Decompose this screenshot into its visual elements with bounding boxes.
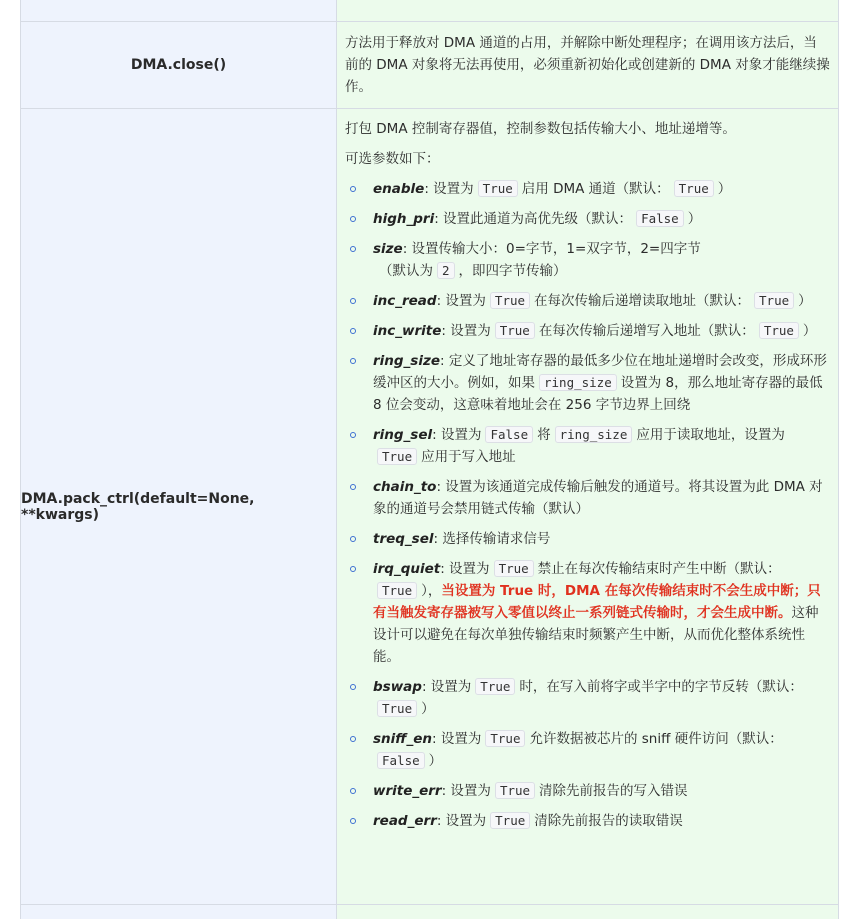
- list-item: [373, 780, 830, 802]
- list-item: [373, 208, 830, 230]
- warning-text: 当设置为 True 时，DMA 在每次传输结束时不会生成中断；只有当触发寄存器被写入零值以终止一系列链式传输时，才会生成中断。: [373, 583, 821, 621]
- inline-code: 2: [437, 262, 455, 279]
- inline-code: ring_size: [555, 426, 633, 443]
- inline-code: True: [475, 678, 515, 695]
- param-text: 将: [537, 427, 551, 443]
- inline-code: ring_size: [539, 374, 617, 391]
- param-text: : 设置为该通道完成传输后触发的通道号。将其设置为此 DMA 对象的通道号会禁用链式传输（默认）: [373, 479, 823, 517]
- param-text: : 设置为: [432, 427, 482, 443]
- inline-code: True: [495, 322, 535, 339]
- inline-code: True: [377, 700, 417, 717]
- bullet-icon: [350, 246, 356, 252]
- param-text: 清除先前报告的写入错误: [539, 783, 688, 799]
- list-item: [373, 424, 830, 468]
- method-description: 方法用于释放对 DMA 通道的占用，并解除中断处理程序；在调用该方法后，当前的 DMA 对象将无法再使用，必须重新初始化或创建新的 DMA 对象才能继续操作。: [337, 22, 839, 108]
- param-text: : 设置为: [424, 181, 474, 197]
- table-row: [20, 905, 839, 919]
- param-name: write_err: [373, 783, 442, 799]
- param-text: : 设置为: [436, 293, 486, 309]
- param-text: : 选择传输请求信号: [433, 531, 551, 547]
- list-item: [373, 290, 830, 312]
- table-row: [20, 109, 839, 905]
- param-name: ring_size: [373, 353, 440, 369]
- param-name: high_pri: [373, 211, 435, 227]
- param-text: : 设置此通道为高优先级（默认：: [434, 211, 633, 227]
- param-text: 这种设计可以避免在每次单独传输结束时频繁产生中断，从而优化整体系统性能。: [373, 605, 819, 665]
- param-name: ring_sel: [373, 427, 433, 443]
- param-text: ，即四字节传输）: [458, 263, 567, 279]
- list-item: [373, 528, 830, 550]
- bullet-icon: [350, 736, 356, 742]
- param-list: [345, 178, 830, 832]
- description-cell: [337, 905, 839, 919]
- param-name: sniff_en: [373, 731, 433, 747]
- inline-code: True: [490, 812, 530, 829]
- size-default-note: [373, 260, 830, 282]
- param-text: ）: [687, 211, 702, 227]
- table-row: [20, 0, 839, 22]
- bullet-icon: [350, 328, 356, 334]
- param-name: size: [373, 241, 403, 257]
- param-text: 禁止在每次传输结束时产生中断（默认：: [537, 561, 781, 577]
- param-text: 应用于读取地址，设置为: [636, 427, 785, 443]
- api-table: [20, 0, 839, 919]
- param-name: read_err: [373, 813, 437, 829]
- inline-code: True: [754, 292, 794, 309]
- intro-text: 打包 DMA 控制寄存器值，控制参数包括传输大小、地址递增等。: [345, 121, 736, 137]
- method-name: DMA.pack_ctrl(default=None, **kwargs): [20, 109, 337, 904]
- method-cell: [20, 905, 337, 919]
- bullet-icon: [350, 358, 356, 364]
- inline-code: True: [674, 180, 714, 197]
- inline-code: False: [377, 752, 425, 769]
- inline-code: False: [485, 426, 533, 443]
- list-item: [373, 810, 830, 832]
- param-name: chain_to: [373, 479, 437, 495]
- param-name: bswap: [373, 679, 422, 695]
- method-cell: [20, 0, 337, 21]
- table-row: [20, 22, 839, 109]
- bullet-icon: [350, 536, 356, 542]
- inline-code: True: [377, 448, 417, 465]
- inline-code: True: [495, 782, 535, 799]
- bullet-icon: [350, 818, 356, 824]
- bullet-icon: [350, 432, 356, 438]
- description-cell: [337, 0, 839, 21]
- bullet-icon: [350, 788, 356, 794]
- param-text: （默认为: [379, 263, 433, 279]
- inline-code: True: [759, 322, 799, 339]
- param-text: 在每次传输后递增写入地址（默认：: [538, 323, 755, 339]
- param-text: 在每次传输后递增读取地址（默认：: [534, 293, 751, 309]
- list-item: [373, 350, 830, 416]
- param-text: : 设置为: [421, 679, 472, 695]
- inline-code: True: [485, 730, 525, 747]
- method-description: [337, 109, 839, 904]
- param-text: 启用 DMA 通道（默认：: [521, 181, 670, 197]
- param-text: : 设置为: [436, 813, 487, 829]
- bullet-icon: [350, 566, 356, 572]
- param-text: : 设置为: [441, 323, 491, 339]
- param-text: : 设置为: [432, 731, 482, 747]
- bullet-icon: [350, 186, 356, 192]
- param-text: 应用于写入地址: [421, 449, 516, 465]
- bullet-icon: [350, 298, 356, 304]
- list-item: [373, 238, 830, 260]
- param-name: enable: [373, 181, 425, 197]
- param-text: ）: [802, 323, 817, 339]
- param-text: ）: [421, 701, 435, 717]
- param-text: : 定义了地址寄存器的最低多少位在地址递增时会改变，形成环形缓冲区的大小。例如，如果: [373, 353, 827, 391]
- param-text: 时，在写入前将字或半字中的字节反转（默认：: [519, 679, 803, 695]
- bullet-icon: [350, 684, 356, 690]
- param-text: 清除先前报告的读取错误: [534, 813, 683, 829]
- param-text: ）: [798, 293, 812, 309]
- list-item: [373, 676, 830, 720]
- param-text: : 设置为: [441, 783, 491, 799]
- param-text: : 设置为: [440, 561, 490, 577]
- bullet-icon: [350, 216, 356, 222]
- method-name: DMA.close(): [20, 22, 337, 108]
- list-item: [373, 320, 830, 342]
- inline-code: True: [377, 582, 417, 599]
- list-item: [373, 178, 830, 200]
- param-text: ）: [717, 181, 732, 197]
- optional-params-label: 可选参数如下：: [345, 151, 440, 167]
- param-name: inc_write: [373, 323, 442, 339]
- param-text: ）: [428, 753, 443, 769]
- param-name: inc_read: [373, 293, 437, 309]
- param-text: 允许数据被芯片的 sniff 硬件访问（默认：: [529, 731, 783, 747]
- param-name: treq_sel: [373, 531, 434, 547]
- inline-code: True: [494, 560, 534, 577]
- list-item: [373, 728, 830, 772]
- param-text: ），: [421, 583, 442, 599]
- param-text: : 设置传输大小：0=字节，1=双字节，2=四字节: [402, 241, 701, 257]
- bullet-icon: [350, 484, 356, 490]
- list-item: [373, 558, 830, 668]
- inline-code: False: [636, 210, 684, 227]
- inline-code: True: [490, 292, 530, 309]
- param-name: irq_quiet: [373, 561, 441, 577]
- inline-code: True: [478, 180, 518, 197]
- param-text: 设置为 8，那么地址寄存器的最低 8 位会变动，这意味着地址会在 256 字节边界上回绕: [373, 375, 823, 413]
- list-item: [373, 476, 830, 520]
